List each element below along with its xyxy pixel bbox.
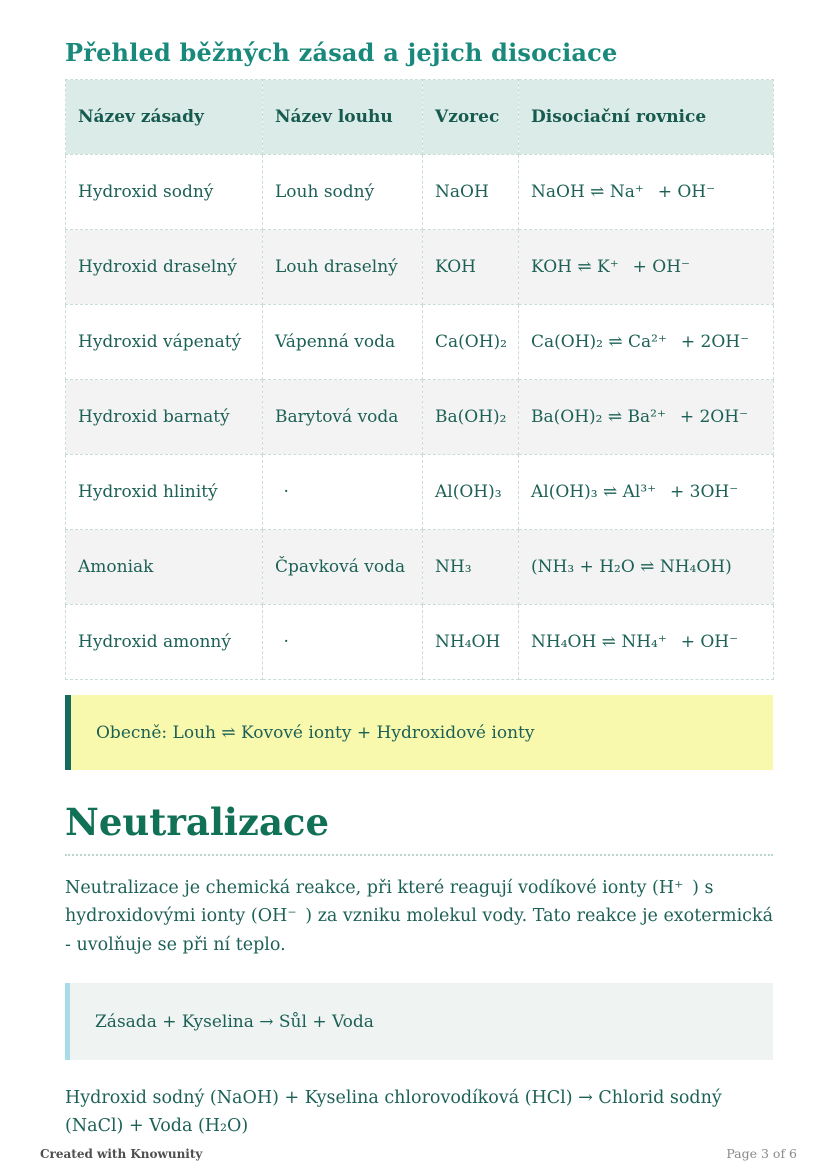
- table-cell-formula: NaOH: [423, 155, 519, 230]
- table-cell-base: Hydroxid draselný: [66, 230, 263, 305]
- table-row: [66, 605, 774, 680]
- table-cell-formula: KOH: [423, 230, 519, 305]
- table-cell-equation: NH₄OH ⇌ NH₄⁺ + OH⁻: [519, 605, 774, 680]
- table-cell-base: Hydroxid amonný: [66, 605, 263, 680]
- bases-dissociation-table: [65, 79, 774, 680]
- dissociation-section-title: Přehled běžných zásad a jejich disociace: [65, 38, 618, 67]
- table-cell-base: Hydroxid vápenatý: [66, 305, 263, 380]
- table-cell-base: Hydroxid barnatý: [66, 380, 263, 455]
- table-cell-lye: Barytová voda: [263, 380, 423, 455]
- table-row: [66, 455, 774, 530]
- table-cell-base: Hydroxid sodný: [66, 155, 263, 230]
- column-header-equation: Disociační rovnice: [519, 80, 774, 155]
- column-header-lye-name: Název louhu: [263, 80, 423, 155]
- table-cell-equation: Al(OH)₃ ⇌ Al³⁺ + 3OH⁻: [519, 455, 774, 530]
- table-cell-formula: Ca(OH)₂: [423, 305, 519, 380]
- neutralization-formula-callout: [65, 983, 773, 1060]
- table-cell-formula: Al(OH)₃: [423, 455, 519, 530]
- neutralization-example: Hydroxid sodný (NaOH) + Kyselina chlorovodíková (HCl) → Chlorid sodný (NaCl) + Voda (H₂O): [65, 1088, 722, 1137]
- table-cell-base: Hydroxid hlinitý: [66, 455, 263, 530]
- general-rule-callout: [65, 695, 773, 770]
- table-row: [66, 230, 774, 305]
- table-cell-lye: ·: [263, 455, 423, 530]
- table-cell-equation: KOH ⇌ K⁺ + OH⁻: [519, 230, 774, 305]
- table-row: [66, 305, 774, 380]
- neutralization-paragraph: Neutralizace je chemická reakce, při které reagují vodíkové ionty (H⁺ ) s hydroxidovými ionty (OH⁻ ) za vzniku molekul vody. Tato reakce je exotermická - uvolňuje se při ní teplo.: [65, 878, 773, 955]
- table-cell-equation: Ca(OH)₂ ⇌ Ca²⁺ + 2OH⁻: [519, 305, 774, 380]
- column-header-formula: Vzorec: [423, 80, 519, 155]
- general-rule-text: Obecně: Louh ⇌ Kovové ionty + Hydroxidové ionty: [96, 722, 535, 743]
- table-cell-lye: Louh draselný: [263, 230, 423, 305]
- table-cell-lye: Vápenná voda: [263, 305, 423, 380]
- table-cell-base: Amoniak: [66, 530, 263, 605]
- table-cell-lye: ·: [263, 605, 423, 680]
- table-cell-equation: (NH₃ + H₂O ⇌ NH₄OH): [519, 530, 774, 605]
- table-row: [66, 380, 774, 455]
- footer-branding: Created with Knowunity: [40, 1147, 203, 1161]
- table-cell-formula: NH₃: [423, 530, 519, 605]
- neutralization-heading: Neutralizace: [65, 800, 773, 856]
- page-content: [65, 0, 773, 1141]
- column-header-base-name: Název zásady: [66, 80, 263, 155]
- table-cell-equation: NaOH ⇌ Na⁺ + OH⁻: [519, 155, 774, 230]
- table-cell-equation: Ba(OH)₂ ⇌ Ba²⁺ + 2OH⁻: [519, 380, 774, 455]
- table-cell-lye: Čpavková voda: [263, 530, 423, 605]
- table-header-row: [66, 80, 774, 155]
- table-cell-lye: Louh sodný: [263, 155, 423, 230]
- table-cell-formula: Ba(OH)₂: [423, 380, 519, 455]
- page-number: Page 3 of 6: [726, 1146, 797, 1161]
- neutralization-formula-text: Zásada + Kyselina → Sůl + Voda: [95, 1011, 374, 1032]
- table-cell-formula: NH₄OH: [423, 605, 519, 680]
- table-row: [66, 155, 774, 230]
- table-row: [66, 530, 774, 605]
